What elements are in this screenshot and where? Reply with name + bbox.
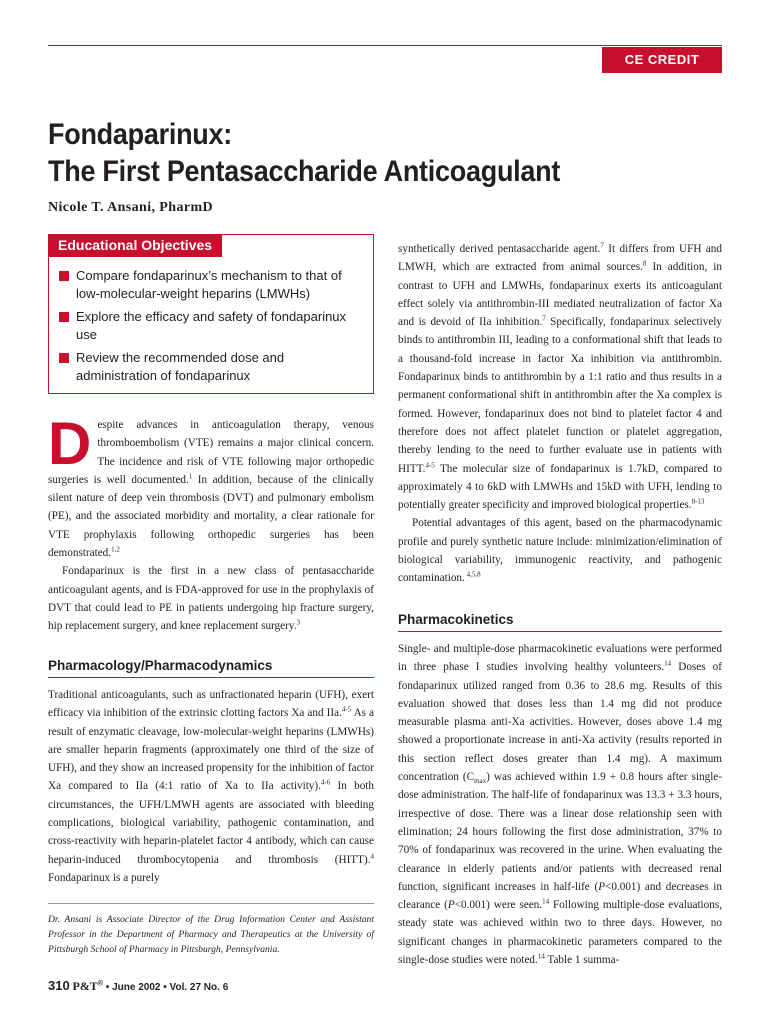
author-byline: Nicole T. Ansani, PharmD bbox=[48, 200, 214, 215]
issue-date: June 2002 bbox=[112, 982, 161, 993]
volume-number: Vol. 27 No. 6 bbox=[169, 982, 229, 993]
header-rule bbox=[48, 45, 722, 46]
bullet-square-icon bbox=[59, 271, 69, 281]
pharmacokinetics-section bbox=[398, 612, 722, 969]
intro-paragraph-2: Fondaparinux is the first in a new class of pentasaccharide anticoagulant agents, and is FDA-approved for use in the prophylaxis of DVT that could lead to PE in patients undergoing hip fracture surgery, hip replacement surgery, and knee replacement surgery.$^3$ bbox=[48, 565, 374, 633]
advantages-paragraph: Potential advantages of this agent, based on the pharmacodynamic profile and purely synthetic nature include: minimization/elimination of biological variability, immunogenic reactivity, and pathogenic contamination. $^{4,5,8}$ bbox=[398, 517, 722, 585]
intro-paragraph-1: Despite advances in anticoagulation therapy, venous thromboembolism (VTE) remains a major clinical concern. The incidence and risk of VTE following major orthopedic surgeries is well documented.$^1$ In addition, because of the clinically silent nature of deep vein thrombosis (DVT) and pulmonary embolism (PE), and the associated morbidity and mortality, a clear rationale for VTE prophylaxis following orthopedic surgeries has been demonstrated.$^{1,2}$ bbox=[48, 410, 374, 560]
page-number: 310 bbox=[48, 978, 70, 993]
ce-credit-badge: CE CREDIT bbox=[602, 47, 722, 73]
educational-objectives-box bbox=[48, 234, 374, 394]
registered-mark: ® bbox=[97, 980, 103, 988]
objective-item: Compare fondaparinux’s mechanism to that of low-molecular-weight heparins (LMWHs) bbox=[57, 267, 367, 303]
objectives-heading: Educational Objectives bbox=[48, 234, 222, 257]
objective-item: Explore the efficacy and safety of fondaparinux use bbox=[57, 308, 367, 344]
author-footnote: Dr. Ansani is Associate Director of the Drug Information Center and Assistant Professor in the Department of Pharmacy and Therapeutics at the University of Pittsburgh School of Pharmacy in Pittsburgh, Pennsylvania. bbox=[48, 914, 374, 955]
bullet-square-icon bbox=[59, 353, 69, 363]
article-title-line2: The First Pentasaccharide Anticoagulant bbox=[48, 155, 561, 188]
pharmacology-heading: Pharmacology/Pharmacodynamics bbox=[48, 658, 374, 678]
page-footer: 310 P&T® • June 2002 • Vol. 27 No. 6 bbox=[48, 978, 229, 993]
intro-section bbox=[48, 410, 374, 636]
pharmacokinetics-paragraph: Single- and multiple-dose pharmacokinetic evaluations were performed in three phase I studies involving healthy volunteers.$^{14}$ Doses of fondaparinux utilized ranged from 0.36 to 28.6 mg. Results of this evaluation showed that doses less than 1.4 mg did not produce measurable plasma anti-Xa activities. However, doses above 1.4 mg showed a proportionate increase in anti-Xa activity (results reported in this section reflect doses greater than 1.4 mg). A maximum concentration $(C_{max})$ was achieved within 1.9 + 0.8 hours after single-dose administration. The half-life of fondaparinux was 13.3 + 3.3 hours, irrespective of dose. There was a linear dose relationship seen with elimination; 24 hours following the first dose administration, 37% to 70% of fondaparinux was recovered in the urine. When evaluating the clearance in elderly patients and/or patients with decreased renal function, significant increases in half-life (P<0.001) and decreases in clearance (P<0.001) were seen.$^{14}$ Following multiple-dose evaluations, steady state was achieved within two to three days. However, no significant changes in pharmacokinetic parameters compared to the single-dose studies were noted.$^{14}$ Table 1 summa- bbox=[398, 643, 722, 967]
pharmacology-paragraph: Traditional anticoagulants, such as unfractionated heparin (UFH), exert efficacy via inhibition of the extrinsic clotting factors Xa and IIa.$^{4-5}$ As a result of enzymatic cleavage, low-molecular-weight heparins (LMWHs) are smaller heparin fragments (approximately one third of the size of UFH), and they show an increased propensity for the inhibition of factor Xa compared to IIa (4:1 ratio of Xa to IIa activity).$^{4-6}$ In both circumstances, the UFH/LMWH agents are associated with bleeding complications, biological variability, pathogenic contamination, and cross-reactivity with heparin-platelet factor 4 antibody, which can cause heparin-induced thrombocytopenia and thrombosis (HITT).$^4$ Fondaparinux is a purely bbox=[48, 689, 375, 884]
pharmacokinetics-heading: Pharmacokinetics bbox=[398, 612, 722, 632]
bullet-square-icon bbox=[59, 312, 69, 322]
article-title-line1: Fondaparinux: bbox=[48, 118, 232, 151]
objective-item: Review the recommended dose and administration of fondaparinux bbox=[57, 349, 367, 385]
pharmacology-section bbox=[48, 658, 374, 887]
right-column-body bbox=[398, 240, 722, 588]
drop-cap: D bbox=[48, 410, 92, 477]
mechanism-paragraph: synthetically derived pentasaccharide agent.$^7$ It differs from UFH and LMWH, which are extracted from animal sources.$^8$ In addition, in contrast to UFH and LMWHs, fondaparinux exerts its anticoagulant effect solely via antithrombin-III mediated neutralization of factor Xa and is devoid of IIa inhibition.$^7$ Specifically, fondaparinux selectively binds to antithrombin III, leading to a conformational shift that leads to a thousand-fold increase in factor Xa inhibition via antithrombin. Fondaparinux binds to antithrombin by a 1:1 ratio and thus results in a permanent conformational shift in antithrombin after the Xa complex is formed. However, fondaparinux does not bind to platelet factor 4 and therefore does not affect platelet function or platelet aggregation, thereby lending to the need to further evaluate use in patients with HITT.$^{4-5}$ The molecular size of fondaparinux is 1.7kD, compared to approximately 4 to 6kD with LMWHs and 15kD with UFH, lending to potentially greater specificity and improved biological properties.$^{8-13}$ bbox=[398, 241, 723, 512]
footnote-rule bbox=[48, 903, 374, 904]
journal-name: P&T bbox=[72, 979, 98, 993]
objectives-list bbox=[57, 267, 367, 390]
